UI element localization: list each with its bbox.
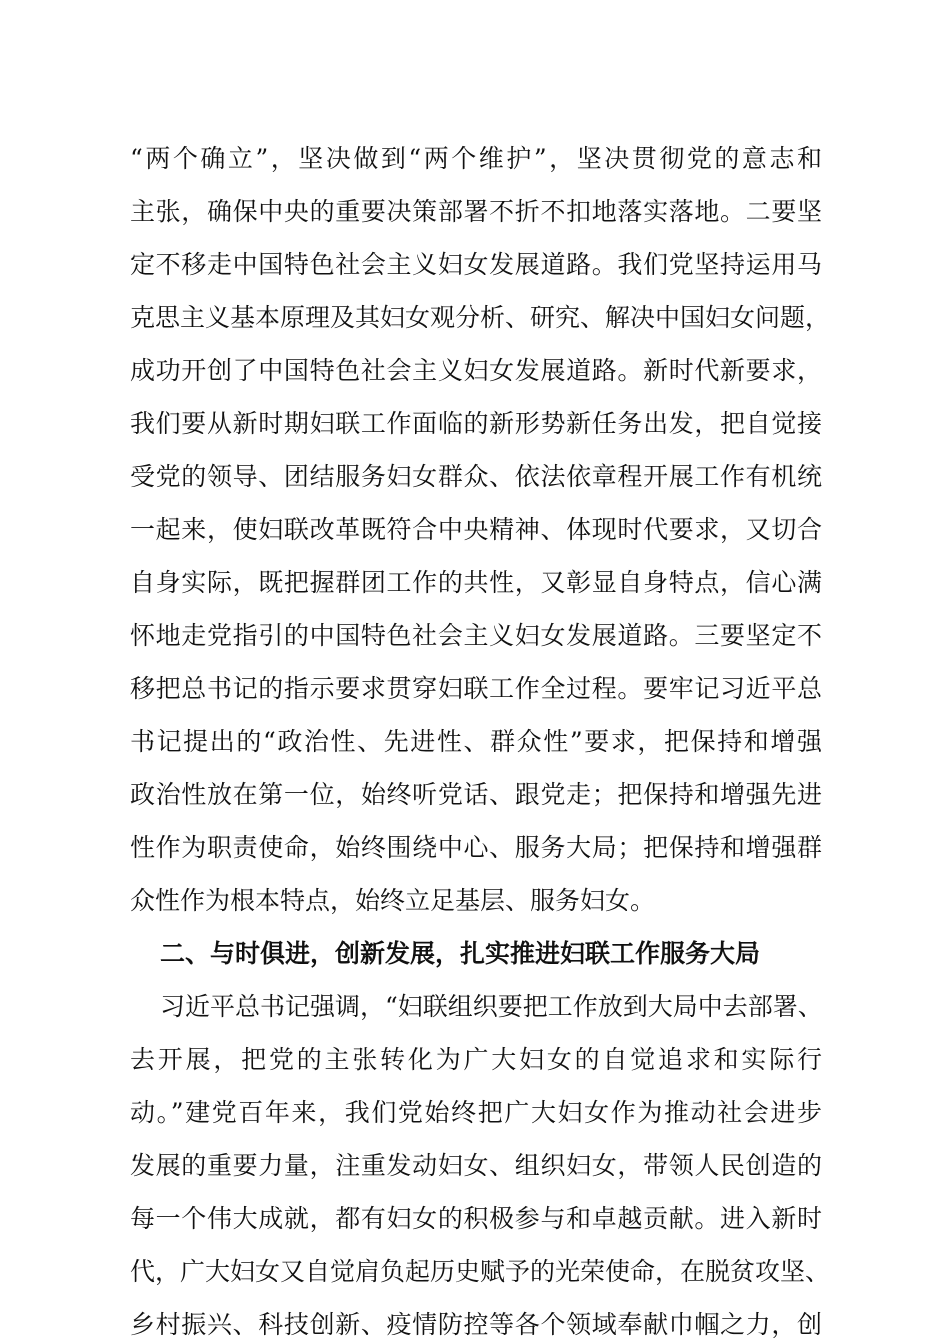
paragraph-line: 政治性放在第一位，始终听党话、跟党走；把保持和增强先进 xyxy=(130,780,822,809)
paragraph-line: 怀地走党指引的中国特色社会主义妇女发展道路。三要坚定不 xyxy=(130,621,822,650)
paragraph-line: 克思主义基本原理及其妇女观分析、研究、解决中国妇女问题， xyxy=(130,303,831,332)
paragraph-line: 众性作为根本特点，始终立足基层、服务妇女。 xyxy=(130,886,656,915)
paragraph-line: 书记提出的“政治性、先进性、群众性”要求，把保持和增强 xyxy=(130,727,822,756)
paragraph-line: 我们要从新时期妇联工作面临的新形势新任务出发，把自觉接 xyxy=(130,409,822,438)
paragraph-line: 代，广大妇女又自觉肩负起历史赋予的光荣使命，在脱贫攻坚、 xyxy=(130,1257,831,1286)
paragraph-line: 受党的领导、团结服务妇女群众、依法依章程开展工作有机统 xyxy=(130,462,822,491)
paragraph-line: 去开展，把党的主张转化为广大妇女的自觉追求和实际行 xyxy=(130,1045,822,1074)
paragraph-line: 定不移走中国特色社会主义妇女发展道路。我们党坚持运用马 xyxy=(130,250,822,279)
paragraph-line: 自身实际，既把握群团工作的共性，又彰显自身特点，信心满 xyxy=(130,568,822,597)
paragraph-line: “两个确立”，坚决做到“两个维护”，坚决贯彻党的意志和 xyxy=(130,144,822,173)
paragraph-line: 移把总书记的指示要求贯穿妇联工作全过程。要牢记习近平总 xyxy=(130,674,822,703)
paragraph-line: 成功开创了中国特色社会主义妇女发展道路。新时代新要求， xyxy=(130,356,822,385)
paragraph-line: 发展的重要力量，注重发动妇女、组织妇女，带领人民创造的 xyxy=(130,1151,822,1180)
paragraph-line: 一起来，使妇联改革既符合中央精神、体现时代要求，又切合 xyxy=(130,515,822,544)
paragraph-line: 每一个伟大成就，都有妇女的积极参与和卓越贡献。进入新时 xyxy=(130,1204,822,1233)
paragraph-line: 动。”建党百年来，我们党始终把广大妇女作为推动社会进步 xyxy=(130,1098,822,1127)
paragraph-line: 主张，确保中央的重要决策部署不折不扣地落实落地。二要坚 xyxy=(130,197,822,226)
paragraph-line: 性作为职责使命，始终围绕中心、服务大局；把保持和增强群 xyxy=(130,833,822,862)
paragraph-line: 乡村振兴、科技创新、疫情防控等各个领域奉献巾帼之力，创 xyxy=(130,1310,822,1339)
paragraph-line: 习近平总书记强调，“妇联组织要把工作放到大局中去部署、 xyxy=(160,992,823,1021)
section-heading: 二、与时俱进，创新发展，扎实推进妇联工作服务大局 xyxy=(160,939,761,968)
